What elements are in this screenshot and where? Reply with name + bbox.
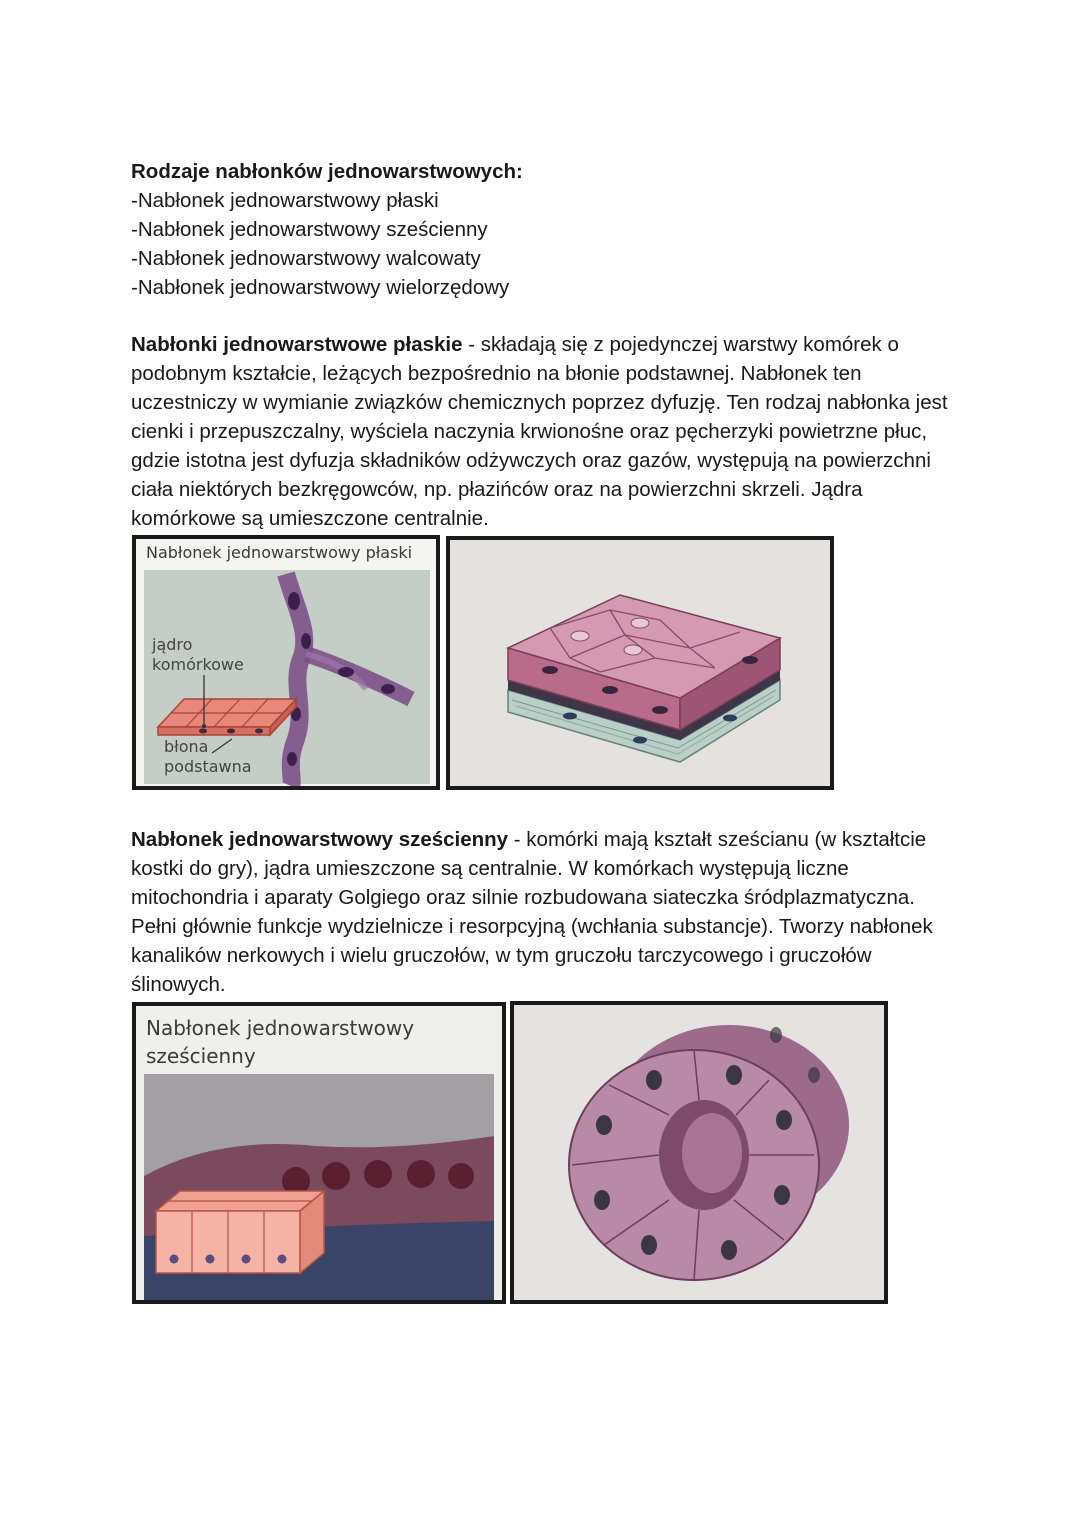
membrane-label-line2: podstawna bbox=[164, 757, 252, 776]
paragraph-text: - składają się z pojedynczej warstwy komórek o podobnym kształcie, leżących bezpośrednio na błonie podstawnej. Nabłonek ten uczestniczy w wymianie związków chemicznych poprzez dyfuzję. Ten rodzaj nabłonka jest cienki i przepuszczalny, wyściela naczynia krwionośne oraz pęcherzyki powietrzne płuc, gdzie istotna jest dyfuzja składników odżywczych oraz gazów, występują na powierzchni ciała niektórych bezkręgowców, np. płazińców oraz na powierzchni skrzeli. Jądra komórkowe są umieszczone centralnie. bbox=[131, 333, 948, 530]
membrane-label-line1: błona bbox=[164, 737, 209, 756]
list-item: -Nabłonek jednowarstwowy wielorzędowy bbox=[131, 276, 510, 299]
figure-caption: Nabłonek jednowarstwowy płaski bbox=[146, 543, 413, 562]
epithelium-types-section bbox=[131, 157, 961, 302]
cuboidal-paragraph bbox=[131, 825, 956, 999]
list-item: -Nabłonek jednowarstwowy walcowaty bbox=[131, 247, 481, 270]
cuboidal-tubule-figure bbox=[510, 1001, 888, 1304]
nucleus-label-line2: komórkowe bbox=[152, 655, 244, 674]
nucleus-label-line1: jądro bbox=[152, 635, 193, 654]
squamous-micrograph-figure bbox=[132, 535, 440, 790]
section-heading: Rodzaje nabłonków jednowarstwowych: bbox=[131, 160, 523, 183]
figure-caption-line2: sześcienny bbox=[146, 1044, 256, 1068]
paragraph-term: Nabłonki jednowarstwowe płaskie bbox=[131, 333, 463, 356]
paragraph-text: - komórki mają kształt sześcianu (w kształtcie kostki do gry), jądra umieszczone są centralnie. W komórkach występują liczne mitochondria i aparaty Golgiego oraz silnie rozbudowana siateczka śródplazmatyczna. Pełni głównie funkcje wydzielnicze i resorpcyjną (wchłania substancje). Tworzy nabłonek kanalików nerkowych i wielu gruczołów, w tym gruczołu tarczycowego i gruczołów ślinowych. bbox=[131, 828, 933, 996]
list-item: -Nabłonek jednowarstwowy sześcienny bbox=[131, 218, 488, 241]
list-item: -Nabłonek jednowarstwowy płaski bbox=[131, 189, 439, 212]
squamous-paragraph bbox=[131, 330, 956, 533]
cuboidal-micrograph-figure bbox=[132, 1002, 506, 1304]
squamous-illustration-figure bbox=[446, 536, 834, 790]
figure-caption-line1: Nabłonek jednowarstwowy bbox=[146, 1016, 415, 1040]
squamous-illustration-image bbox=[450, 540, 830, 786]
paragraph-term: Nabłonek jednowarstwowy sześcienny bbox=[131, 828, 509, 851]
cuboidal-tubule-image bbox=[514, 1005, 884, 1300]
